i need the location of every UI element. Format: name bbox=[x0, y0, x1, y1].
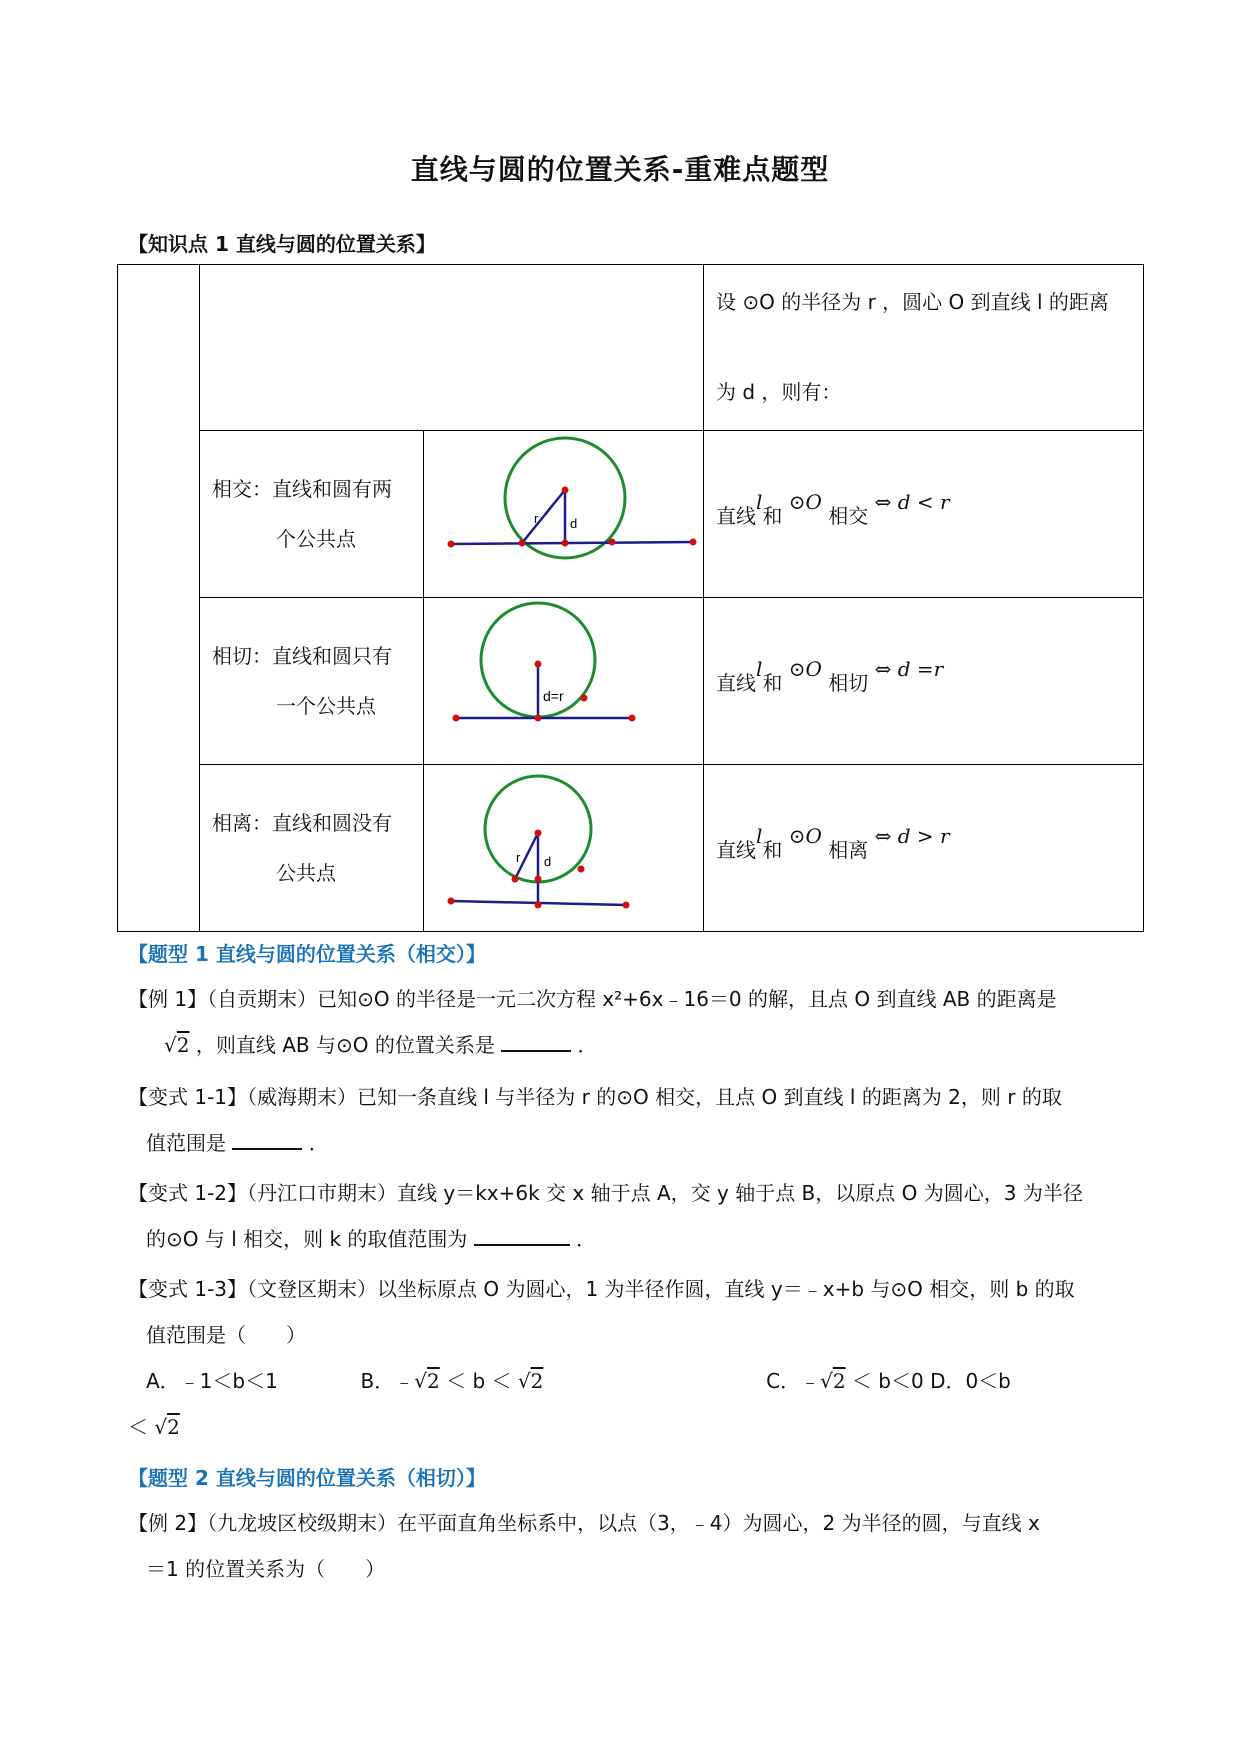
rel-l: l bbox=[756, 489, 763, 514]
case-line-1: 相切：直线和圆只有 bbox=[212, 644, 392, 668]
label-d: d bbox=[570, 516, 578, 531]
table-row bbox=[118, 598, 1144, 765]
answer-blank bbox=[474, 1226, 570, 1246]
table-row bbox=[118, 431, 1144, 598]
example-2-line-1: 【例 2】（九龙坡区校级期末）在平面直角坐标系中，以点（3，﹣4）为圆心，2 为半径的圆，与直线 x bbox=[128, 1511, 1040, 1535]
example-1-line-1: 【例 1】（自贡期末）已知⊙O 的半径是一元二次方程 x²+6x﹣16＝0 的解，且点 O 到直线 AB 的距离是 bbox=[128, 987, 1057, 1011]
knowledge-heading: 【知识点 1 直线与圆的位置关系】 bbox=[128, 232, 436, 256]
variant-1-3 bbox=[128, 1266, 1118, 1450]
example-1-line-2 bbox=[128, 1022, 1118, 1068]
table-header-blank bbox=[200, 265, 704, 431]
variant-1-1-question: 值范围是 bbox=[146, 1131, 226, 1155]
option-d-lt: ＜ bbox=[128, 1415, 148, 1439]
rel-mid: 和 bbox=[762, 503, 783, 528]
case-line-2: 个公共点 bbox=[276, 527, 356, 551]
rel-word: 相交 bbox=[828, 503, 869, 528]
case-line-2: 公共点 bbox=[276, 861, 336, 885]
option-c: C．﹣√2 ＜ b＜0 bbox=[766, 1369, 924, 1393]
option-a: A．﹣1＜b＜1 bbox=[146, 1369, 278, 1393]
relation-separate bbox=[704, 765, 1144, 932]
answer-blank bbox=[232, 1130, 302, 1150]
period: ． bbox=[308, 1131, 329, 1155]
case-line-2: 一个公共点 bbox=[276, 694, 376, 718]
diagram-cell-intersect bbox=[424, 431, 704, 598]
variant-1-1-line-2 bbox=[128, 1120, 1118, 1166]
case-line-1: 相交：直线和圆有两 bbox=[212, 477, 392, 501]
rel-o: ⊙O bbox=[788, 823, 822, 848]
rel-mid: 和 bbox=[762, 837, 783, 862]
variant-1-3-options bbox=[128, 1358, 1118, 1404]
rel-math: ⇔ d < r bbox=[874, 489, 950, 514]
option-b: B．﹣√2 ＜ b ＜ √2 bbox=[360, 1369, 544, 1393]
variant-1-1-line-1: 【变式 1-1】（威海期末）已知一条直线 l 与半径为 r 的⊙O 相交，且点 O 到直线 l 的距离为 2，则 r 的取 bbox=[128, 1085, 1062, 1109]
variant-1-2-line-1: 【变式 1-2】（丹江口市期末）直线 y＝kx+6k 交 x 轴于点 A，交 y 轴于点 B，以原点 O 为圆心，3 为半径 bbox=[128, 1181, 1083, 1205]
relation-intersect bbox=[704, 431, 1144, 598]
page-title: 直线与圆的位置关系-重难点题型 bbox=[410, 153, 830, 186]
variant-1-3-line-2: 值范围是（ ） bbox=[146, 1323, 306, 1347]
rel-l: l bbox=[756, 656, 763, 681]
label-d-eq-r: d=r bbox=[543, 688, 564, 704]
case-text-intersect bbox=[200, 431, 424, 598]
period: ． bbox=[576, 1227, 597, 1251]
relation-tangent bbox=[704, 598, 1144, 765]
root: 2 bbox=[832, 1369, 846, 1393]
example-2 bbox=[128, 1500, 1118, 1592]
intro-line-2: 为 d ，则有： bbox=[716, 380, 842, 404]
option-d-continued: ＜ √2 bbox=[128, 1415, 180, 1439]
intersect-diagram bbox=[424, 431, 704, 597]
case-text-tangent bbox=[200, 598, 424, 765]
rel-prefix: 直线 bbox=[716, 670, 756, 695]
period: ． bbox=[577, 1033, 598, 1057]
answer-blank bbox=[501, 1032, 571, 1052]
diagram-cell-tangent bbox=[424, 598, 704, 765]
rel-prefix: 直线 bbox=[716, 503, 756, 528]
table-side-label bbox=[118, 265, 200, 932]
intro-line-1: 设 ⊙O 的半径为 r ，圆心 O 到直线 l 的距离 bbox=[716, 290, 1109, 314]
variant-1-2-line-2 bbox=[128, 1216, 1118, 1262]
variant-1-2-question: 的⊙O 与 l 相交，则 k 的取值范围为 bbox=[146, 1227, 468, 1251]
option-b-prefix: B．﹣ bbox=[360, 1369, 415, 1393]
section-heading-2: 【题型 2 直线与圆的位置关系（相切）】 bbox=[128, 1466, 486, 1490]
label-r: r bbox=[516, 850, 521, 865]
label-d: d bbox=[544, 854, 552, 869]
rel-prefix: 直线 bbox=[716, 837, 756, 862]
root: 2 bbox=[530, 1369, 544, 1393]
root: 2 bbox=[167, 1415, 180, 1439]
option-c-prefix: C．﹣ bbox=[766, 1369, 821, 1393]
rel-o: ⊙O bbox=[788, 656, 822, 681]
option-c-mid: ＜ b＜0 bbox=[851, 1369, 924, 1393]
example-1-question: ，则直线 AB 与⊙O 的位置关系是 bbox=[195, 1033, 495, 1057]
example-2-line-2: ＝1 的位置关系为（ ） bbox=[146, 1557, 386, 1581]
variant-1-3-line-1: 【变式 1-3】（文登区期末）以坐标原点 O 为圆心，1 为半径作圆，直线 y＝﹣x+b 与⊙O 相交，则 b 的取 bbox=[128, 1277, 1075, 1301]
case-line-1: 相离：直线和圆没有 bbox=[212, 811, 392, 835]
root: 2 bbox=[427, 1369, 440, 1393]
rel-mid: 和 bbox=[762, 670, 783, 695]
tangent-diagram bbox=[424, 598, 704, 764]
rel-math: ⇔ d > r bbox=[874, 823, 950, 848]
option-b-mid: ＜ b ＜ bbox=[446, 1369, 512, 1393]
rel-l: l bbox=[756, 823, 763, 848]
rel-math: ⇔ d =r bbox=[874, 656, 944, 681]
option-d: D．0＜b bbox=[930, 1369, 1011, 1393]
variant-1-2 bbox=[128, 1170, 1118, 1262]
knowledge-table bbox=[117, 264, 1144, 932]
diagram-cell-separate bbox=[424, 765, 704, 932]
table-intro-cell bbox=[704, 265, 1144, 431]
variant-1-1 bbox=[128, 1074, 1118, 1166]
example-1 bbox=[128, 976, 1118, 1068]
sqrt-expression: √2 bbox=[164, 1033, 190, 1057]
table-row bbox=[118, 765, 1144, 932]
separate-diagram bbox=[424, 765, 704, 931]
rel-word: 相切 bbox=[828, 670, 869, 695]
section-heading-1: 【题型 1 直线与圆的位置关系（相交）】 bbox=[128, 942, 486, 966]
label-r: r bbox=[534, 511, 539, 526]
rel-o: ⊙O bbox=[788, 489, 822, 514]
rel-word: 相离 bbox=[828, 837, 869, 862]
case-text-separate bbox=[200, 765, 424, 932]
